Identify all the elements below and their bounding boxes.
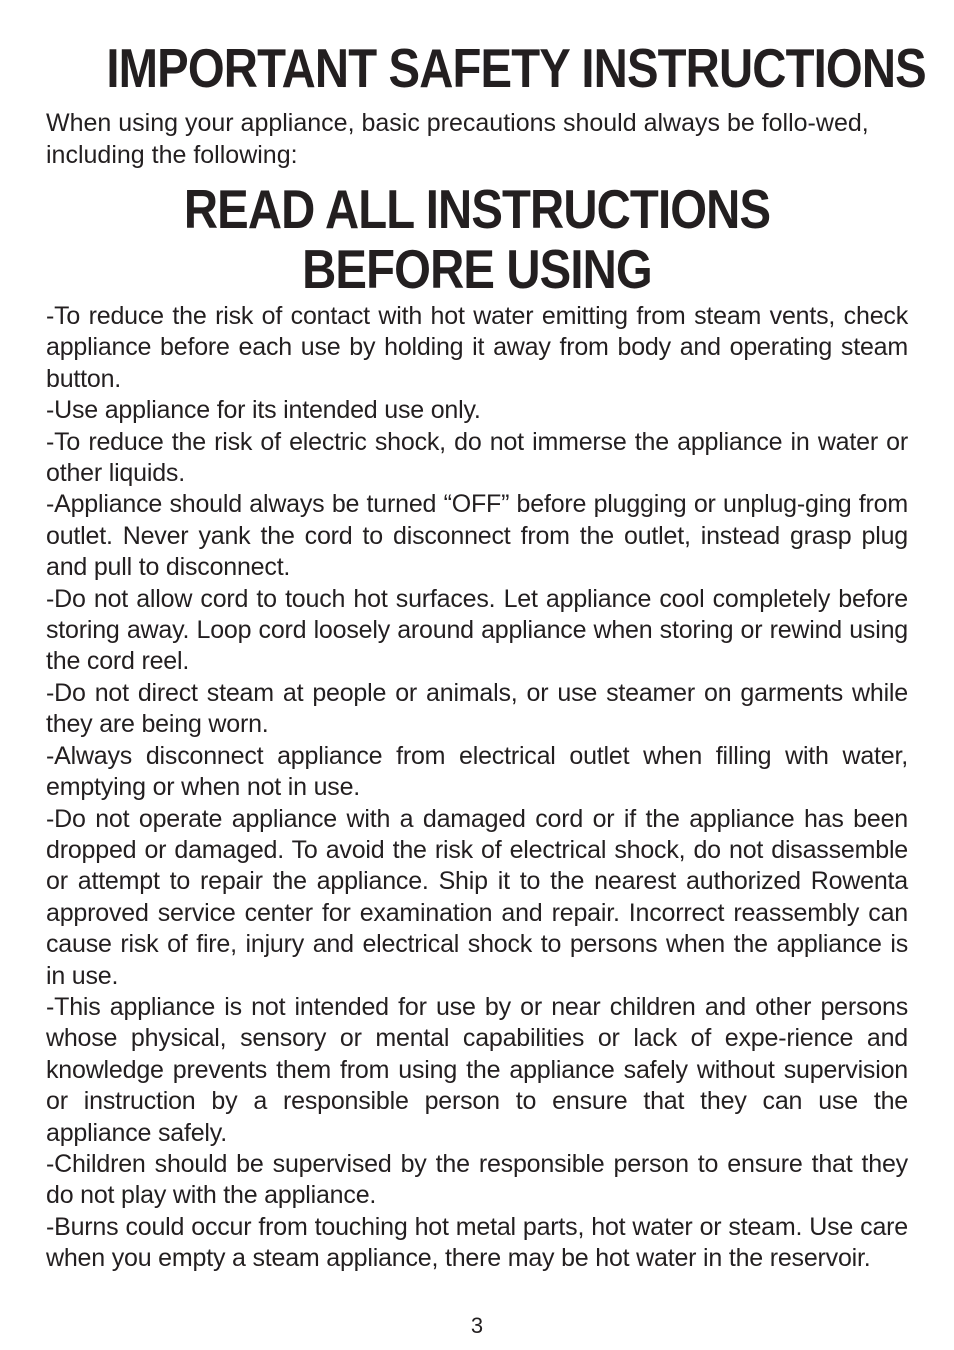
instruction-item: -Use appliance for its intended use only. bbox=[46, 396, 481, 425]
instruction-item: -To reduce the risk of contact with hot water emitting from steam vents, check appliance before each use by holding it away from body and operating steam button. bbox=[46, 302, 908, 393]
heading-line-1: READ ALL INSTRUCTIONS bbox=[183, 178, 771, 240]
instruction-list bbox=[46, 301, 908, 1275]
instruction-item: -Do not operate appliance with a damaged cord or if the appliance has been dropped or damaged. To avoid the risk of electrical shock, do not disassemble or attempt to repair the appliance. Ship it to the nearest authorized Rowenta approved service center for examination and repair. Incorrect reassembly can cause risk of fire, injury and electrical shock to persons when the appliance is in use. bbox=[46, 804, 908, 990]
document-page bbox=[46, 32, 926, 1275]
instruction-item: -Burns could occur from touching hot metal parts, hot water or steam. Use care when you empty a steam appliance, there may be hot water in the reservoir. bbox=[46, 1212, 908, 1273]
instruction-item: -To reduce the risk of electric shock, do not immerse the appliance in water or other liquids. bbox=[46, 427, 908, 488]
instruction-item: -Do not allow cord to touch hot surfaces. Let appliance cool completely before storing away. Loop cord loosely around appliance when storing or rewind using the cord reel. bbox=[46, 584, 908, 676]
instruction-item: -Children should be supervised by the responsible person to ensure that they do not play with the appliance. bbox=[46, 1149, 908, 1210]
intro-paragraph: When using your appliance, basic precautions should always be follo-wed, including the following: bbox=[46, 109, 869, 169]
instruction-item: -Appliance should always be turned “OFF” before plugging or unplug-ging from outlet. Never yank the cord to disconnect from the outlet, instead grasp plug and pull to disconnect. bbox=[46, 490, 908, 582]
read-instructions-heading bbox=[106, 179, 847, 299]
instruction-item: -This appliance is not intended for use by or near children and other persons whose physical, sensory or mental capabilities or lack of expe-rience and knowledge prevents them from using the appliance safely without supervision or instruction by a responsible person to ensure that they can use the appliance safely. bbox=[46, 992, 908, 1147]
instruction-item: -Do not direct steam at people or animals, or use steamer on garments while they are being worn. bbox=[46, 678, 908, 739]
page-title: IMPORTANT SAFETY INSTRUCTIONS bbox=[106, 37, 926, 99]
page-number: 3 bbox=[470, 1313, 484, 1338]
instruction-item: -Always disconnect appliance from electrical outlet when filling with water, emptying or when not in use. bbox=[46, 741, 908, 802]
heading-line-2: BEFORE USING bbox=[302, 238, 652, 300]
